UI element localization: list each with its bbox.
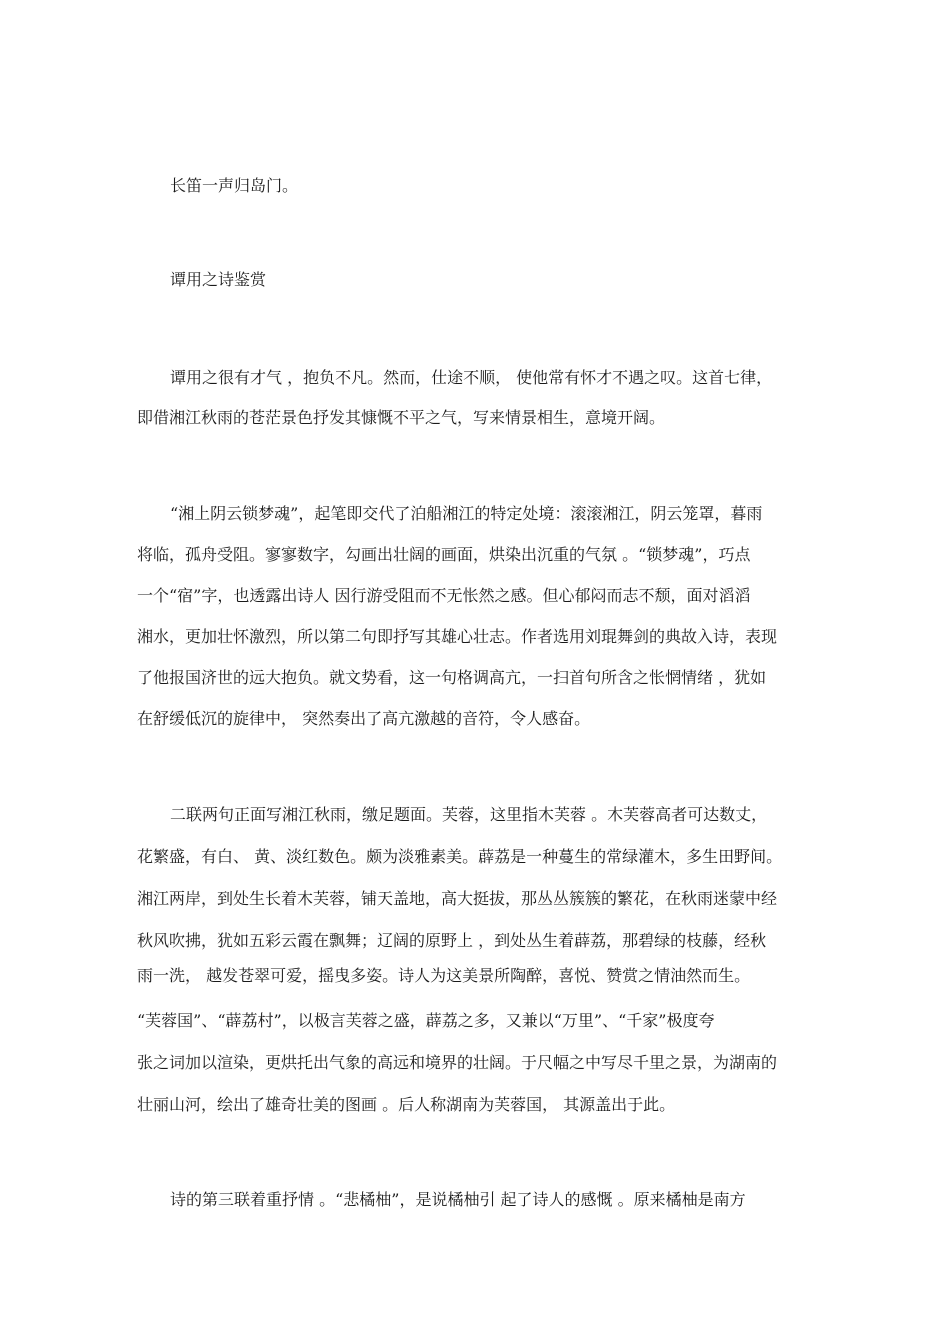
poem-last-line: 长笛一声归岛门。 <box>170 176 299 195</box>
paragraph-1-line-2: 即借湘江秋雨的苍茫景色抒发其慷慨不平之气，写来情景相生，意境开阔。 <box>137 408 666 427</box>
paragraph-2-line-6: 在舒缓低沉的旋律中， 突然奏出了高亢激越的音符，令人感奋。 <box>137 709 591 728</box>
paragraph-3-line-2: 花繁盛，有白、 黄、淡红数色。颇为淡雅素美。薜荔是一种蔓生的常绿灌木，多生田野间。 <box>137 847 783 866</box>
paragraph-2-line-3: 一个“宿”字，也透露出诗人 因行游受阻而不无怅然之感。但心郁闷而志不颓，面对滔滔 <box>137 586 751 605</box>
paragraph-2-line-4: 湘水，更加壮怀激烈，所以第二句即抒写其雄心壮志。作者选用刘琨舞剑的典故入诗，表现 <box>137 627 778 646</box>
paragraph-3-line-8: 壮丽山河，绘出了雄奇壮美的图画 。后人称湖南为芙蓉国， 其源盖出于此。 <box>137 1095 676 1114</box>
paragraph-3-line-4: 秋风吹拂，犹如五彩云霞在飘舞；辽阔的原野上 ，到处丛生着薜荔，那碧绿的枝藤，经秋 <box>137 931 767 950</box>
paragraph-2-line-1: “湘上阴云锁梦魂”，起笔即交代了泊船湘江的特定处境：滚滚湘江，阴云笼罩，暮雨 <box>170 504 763 523</box>
section-heading: 谭用之诗鉴赏 <box>170 270 267 289</box>
paragraph-1-line-1: 谭用之很有才气 ，抱负不凡。然而，仕途不顺， 使他常有怀才不遇之叹。这首七律， <box>170 368 773 387</box>
paragraph-3-line-5: 雨一洗， 越发苍翠可爱，摇曳多姿。诗人为这美景所陶醉，喜悦、赞赏之情油然而生。 <box>137 966 751 985</box>
paragraph-4-line-1: 诗的第三联着重抒情 。“悲橘柚”，是说橘柚引 起了诗人的感慨 。原来橘柚是南方 <box>170 1190 746 1209</box>
paragraph-3-line-3: 湘江两岸，到处生长着木芙蓉，铺天盖地，高大挺拔，那丛丛簇簇的繁花，在秋雨迷蒙中经 <box>137 889 778 908</box>
paragraph-3-line-1: 二联两句正面写湘江秋雨，缴足题面。芙蓉，这里指木芙蓉 。木芙蓉高者可达数丈， <box>170 805 768 824</box>
paragraph-3-line-6: “芙蓉国”、“薜荔村”，以极言芙蓉之盛，薜荔之多，又兼以“万里”、“千家”极度夸 <box>137 1011 715 1030</box>
paragraph-2-line-5: 了他报国济世的远大抱负。就文势看，这一句格调高亢，一扫首句所含之怅惘情绪 ，犹如 <box>137 668 767 687</box>
paragraph-3-line-7: 张之词加以渲染，更烘托出气象的高远和境界的壮阔。于尺幅之中写尽千里之景，为湖南的 <box>137 1053 778 1072</box>
paragraph-2-line-2: 将临，孤舟受阻。寥寥数字，勾画出壮阔的画面，烘染出沉重的气氛 。“锁梦魂”，巧点 <box>137 545 751 564</box>
